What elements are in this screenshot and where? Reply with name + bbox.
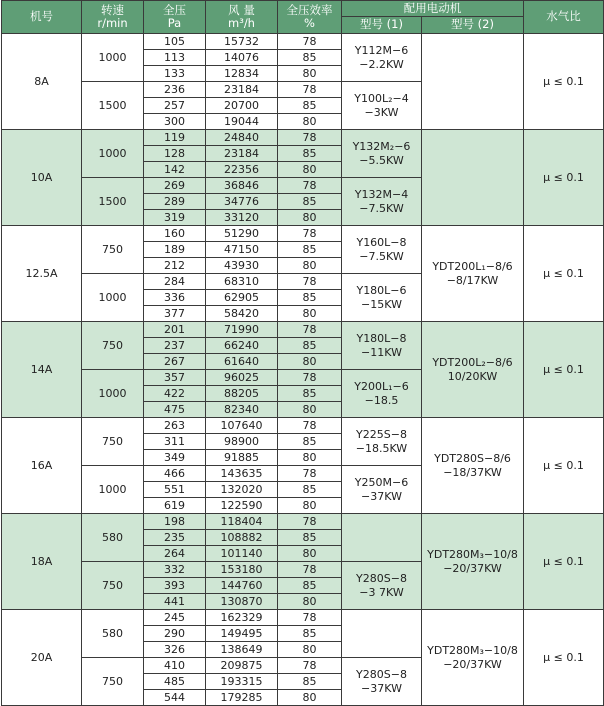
motor-line: Y100L₂−4 — [354, 91, 409, 105]
airflow-cell: 209875 — [206, 658, 278, 674]
model-cell: 12.5A — [2, 226, 82, 322]
motor-line: YDT280M₃−10/8 — [427, 547, 518, 561]
airflow-cell: 153180 — [206, 562, 278, 578]
efficiency-cell: 80 — [278, 402, 342, 418]
efficiency-cell: 80 — [278, 114, 342, 130]
table-row — [2, 322, 604, 338]
motor-line: Y160L−8 — [356, 235, 407, 249]
moisture-cell: μ ≤ 0.1 — [524, 130, 604, 226]
motor-line: −7.5KW — [359, 201, 404, 215]
col-header-moisture: 水气比 — [524, 1, 604, 34]
speed-cell: 1500 — [82, 178, 144, 226]
pressure-cell: 105 — [144, 34, 206, 50]
efficiency-cell: 78 — [278, 178, 342, 194]
airflow-cell: 101140 — [206, 546, 278, 562]
motor-line: YDT280S−8/6 — [434, 451, 511, 465]
speed-cell: 750 — [82, 418, 144, 466]
efficiency-cell: 85 — [278, 530, 342, 546]
model-cell: 16A — [2, 418, 82, 514]
efficiency-cell: 80 — [278, 306, 342, 322]
efficiency-cell: 80 — [278, 498, 342, 514]
efficiency-cell: 85 — [278, 194, 342, 210]
model-cell: 10A — [2, 130, 82, 226]
efficiency-cell: 85 — [278, 338, 342, 354]
airflow-cell: 96025 — [206, 370, 278, 386]
airflow-cell: 36846 — [206, 178, 278, 194]
airflow-cell: 82340 — [206, 402, 278, 418]
motor-line: Y225S−8 — [356, 427, 407, 441]
pressure-cell: 619 — [144, 498, 206, 514]
motor1-cell — [342, 562, 422, 610]
airflow-cell: 33120 — [206, 210, 278, 226]
efficiency-cell: 80 — [278, 642, 342, 658]
efficiency-cell: 78 — [278, 370, 342, 386]
motor1-cell — [342, 610, 422, 658]
table-row — [2, 226, 604, 242]
model-cell: 18A — [2, 514, 82, 610]
pressure-cell: 284 — [144, 274, 206, 290]
pressure-cell: 393 — [144, 578, 206, 594]
motor-line: −15KW — [361, 297, 402, 311]
motor-line: Y200L₁−6 — [354, 379, 409, 393]
efficiency-cell: 80 — [278, 258, 342, 274]
airflow-cell: 149495 — [206, 626, 278, 642]
motor1-cell — [342, 274, 422, 322]
efficiency-cell: 85 — [278, 434, 342, 450]
pressure-cell: 290 — [144, 626, 206, 642]
efficiency-cell: 80 — [278, 354, 342, 370]
motor2-cell — [422, 322, 524, 418]
pressure-cell: 319 — [144, 210, 206, 226]
pressure-cell: 326 — [144, 642, 206, 658]
speed-cell: 1500 — [82, 82, 144, 130]
pressure-cell: 198 — [144, 514, 206, 530]
motor1-cell — [342, 322, 422, 370]
motor2-cell — [422, 418, 524, 514]
pressure-cell: 142 — [144, 162, 206, 178]
motor-line: Y280S−8 — [356, 571, 407, 585]
motor-line: −3 7KW — [359, 585, 404, 599]
motor2-cell — [422, 130, 524, 226]
table-row — [2, 418, 604, 434]
efficiency-cell: 85 — [278, 674, 342, 690]
airflow-cell: 15732 — [206, 34, 278, 50]
pressure-cell: 235 — [144, 530, 206, 546]
efficiency-cell: 85 — [278, 50, 342, 66]
airflow-cell: 47150 — [206, 242, 278, 258]
airflow-cell: 51290 — [206, 226, 278, 242]
col-header-pressure: 全压 Pa — [144, 1, 206, 34]
motor2-cell — [422, 34, 524, 130]
moisture-cell: μ ≤ 0.1 — [524, 322, 604, 418]
motor-line: YDT280M₃−10/8 — [427, 643, 518, 657]
pressure-cell: 357 — [144, 370, 206, 386]
model-cell: 8A — [2, 34, 82, 130]
motor-line: Y250M−6 — [354, 475, 409, 489]
pressure-cell: 264 — [144, 546, 206, 562]
pressure-cell: 377 — [144, 306, 206, 322]
motor1-cell — [342, 658, 422, 706]
efficiency-cell: 78 — [278, 226, 342, 242]
motor1-cell — [342, 130, 422, 178]
airflow-cell: 58420 — [206, 306, 278, 322]
pressure-cell: 349 — [144, 450, 206, 466]
motor-line: −18.5 — [364, 393, 399, 407]
airflow-cell: 61640 — [206, 354, 278, 370]
model-cell: 14A — [2, 322, 82, 418]
airflow-cell: 130870 — [206, 594, 278, 610]
motor-line: −2.2KW — [359, 57, 404, 71]
pressure-cell: 119 — [144, 130, 206, 146]
fan-spec-table — [1, 0, 604, 706]
col-header-motor: 配用电动机 — [342, 1, 524, 17]
efficiency-cell: 78 — [278, 418, 342, 434]
pressure-cell: 128 — [144, 146, 206, 162]
airflow-cell: 20700 — [206, 98, 278, 114]
efficiency-cell: 85 — [278, 578, 342, 594]
airflow-cell: 68310 — [206, 274, 278, 290]
airflow-cell: 24840 — [206, 130, 278, 146]
motor-line: −11KW — [361, 345, 402, 359]
motor2-cell — [422, 226, 524, 322]
col-header-speed: 转速 r/min — [82, 1, 144, 34]
motor-line: −3KW — [364, 105, 399, 119]
table-row — [2, 514, 604, 530]
motor2-cell — [422, 514, 524, 610]
speed-cell: 750 — [82, 226, 144, 274]
col-header-efficiency: 全压效率 % — [278, 1, 342, 34]
airflow-cell: 132020 — [206, 482, 278, 498]
efficiency-cell: 85 — [278, 386, 342, 402]
table-row — [2, 610, 604, 626]
pressure-cell: 212 — [144, 258, 206, 274]
airflow-cell: 12834 — [206, 66, 278, 82]
motor-line: YDT200L₂−8/6 — [432, 355, 513, 369]
motor-line: −7.5KW — [359, 249, 404, 263]
pressure-cell: 189 — [144, 242, 206, 258]
motor2-cell — [422, 610, 524, 706]
pressure-cell: 332 — [144, 562, 206, 578]
pressure-cell: 160 — [144, 226, 206, 242]
moisture-cell: μ ≤ 0.1 — [524, 514, 604, 610]
airflow-cell: 14076 — [206, 50, 278, 66]
efficiency-cell: 80 — [278, 450, 342, 466]
motor-line: −20/37KW — [443, 561, 502, 575]
pressure-cell: 475 — [144, 402, 206, 418]
efficiency-cell: 78 — [278, 130, 342, 146]
motor-line: −20/37KW — [443, 657, 502, 671]
speed-cell: 750 — [82, 322, 144, 370]
efficiency-cell: 78 — [278, 658, 342, 674]
airflow-cell: 22356 — [206, 162, 278, 178]
airflow-cell: 107640 — [206, 418, 278, 434]
table-header — [2, 1, 604, 34]
speed-cell: 1000 — [82, 370, 144, 418]
motor-line: Y112M−6 — [354, 43, 409, 57]
airflow-cell: 34776 — [206, 194, 278, 210]
motor-line: Y180L−6 — [356, 283, 407, 297]
pressure-cell: 422 — [144, 386, 206, 402]
col-header-model: 机号 — [2, 1, 82, 34]
pressure-cell: 466 — [144, 466, 206, 482]
table-body — [2, 34, 604, 706]
motor-line: Y280S−8 — [356, 667, 407, 681]
moisture-cell: μ ≤ 0.1 — [524, 610, 604, 706]
pressure-cell: 267 — [144, 354, 206, 370]
pressure-cell: 245 — [144, 610, 206, 626]
pressure-cell: 311 — [144, 434, 206, 450]
motor-line: YDT200L₁−8/6 — [432, 259, 513, 273]
pressure-cell: 551 — [144, 482, 206, 498]
speed-cell: 1000 — [82, 34, 144, 82]
pressure-cell: 133 — [144, 66, 206, 82]
efficiency-cell: 85 — [278, 242, 342, 258]
airflow-cell: 138649 — [206, 642, 278, 658]
col-header-airflow: 风 量 m³/h — [206, 1, 278, 34]
pressure-cell: 544 — [144, 690, 206, 706]
airflow-cell: 122590 — [206, 498, 278, 514]
speed-cell: 580 — [82, 514, 144, 562]
efficiency-cell: 78 — [278, 34, 342, 50]
motor-line: −8/17KW — [446, 273, 499, 287]
efficiency-cell: 85 — [278, 626, 342, 642]
airflow-cell: 98900 — [206, 434, 278, 450]
motor-line: Y180L−8 — [356, 331, 407, 345]
moisture-cell: μ ≤ 0.1 — [524, 418, 604, 514]
motor1-cell — [342, 466, 422, 514]
efficiency-cell: 78 — [278, 322, 342, 338]
pressure-cell: 269 — [144, 178, 206, 194]
speed-cell: 1000 — [82, 274, 144, 322]
airflow-cell: 71990 — [206, 322, 278, 338]
table-row — [2, 34, 604, 50]
pressure-cell: 336 — [144, 290, 206, 306]
efficiency-cell: 78 — [278, 514, 342, 530]
airflow-cell: 193315 — [206, 674, 278, 690]
speed-cell: 580 — [82, 610, 144, 658]
efficiency-cell: 78 — [278, 466, 342, 482]
airflow-cell: 88205 — [206, 386, 278, 402]
efficiency-cell: 78 — [278, 82, 342, 98]
motor1-cell — [342, 82, 422, 130]
airflow-cell: 62905 — [206, 290, 278, 306]
speed-cell: 750 — [82, 658, 144, 706]
airflow-cell: 23184 — [206, 82, 278, 98]
motor-line: Y132M−4 — [354, 187, 409, 201]
motor1-cell — [342, 514, 422, 562]
pressure-cell: 485 — [144, 674, 206, 690]
motor1-cell — [342, 370, 422, 418]
pressure-cell: 300 — [144, 114, 206, 130]
speed-cell: 1000 — [82, 466, 144, 514]
motor1-cell — [342, 178, 422, 226]
motor-line: 10/20KW — [447, 369, 498, 383]
pressure-cell: 237 — [144, 338, 206, 354]
airflow-cell: 143635 — [206, 466, 278, 482]
moisture-cell: μ ≤ 0.1 — [524, 34, 604, 130]
table-row — [2, 130, 604, 146]
efficiency-cell: 80 — [278, 210, 342, 226]
speed-cell: 750 — [82, 562, 144, 610]
pressure-cell: 441 — [144, 594, 206, 610]
motor1-cell — [342, 34, 422, 82]
airflow-cell: 43930 — [206, 258, 278, 274]
motor-line: −5.5KW — [359, 153, 404, 167]
pressure-cell: 257 — [144, 98, 206, 114]
efficiency-cell: 80 — [278, 66, 342, 82]
airflow-cell: 179285 — [206, 690, 278, 706]
efficiency-cell: 85 — [278, 146, 342, 162]
model-cell: 20A — [2, 610, 82, 706]
airflow-cell: 91885 — [206, 450, 278, 466]
airflow-cell: 118404 — [206, 514, 278, 530]
efficiency-cell: 78 — [278, 610, 342, 626]
pressure-cell: 410 — [144, 658, 206, 674]
pressure-cell: 113 — [144, 50, 206, 66]
motor-line: −18.5KW — [355, 441, 408, 455]
motor-line: −37KW — [361, 681, 402, 695]
efficiency-cell: 80 — [278, 162, 342, 178]
pressure-cell: 236 — [144, 82, 206, 98]
efficiency-cell: 85 — [278, 290, 342, 306]
motor1-cell — [342, 418, 422, 466]
airflow-cell: 23184 — [206, 146, 278, 162]
pressure-cell: 289 — [144, 194, 206, 210]
efficiency-cell: 78 — [278, 274, 342, 290]
motor-line: Y132M₂−6 — [352, 139, 411, 153]
moisture-cell: μ ≤ 0.1 — [524, 226, 604, 322]
motor1-cell — [342, 226, 422, 274]
motor-line: −18/37KW — [443, 465, 502, 479]
motor-line: −37KW — [361, 489, 402, 503]
airflow-cell: 144760 — [206, 578, 278, 594]
efficiency-cell: 80 — [278, 594, 342, 610]
pressure-cell: 201 — [144, 322, 206, 338]
efficiency-cell: 85 — [278, 98, 342, 114]
efficiency-cell: 85 — [278, 482, 342, 498]
efficiency-cell: 80 — [278, 690, 342, 706]
airflow-cell: 66240 — [206, 338, 278, 354]
efficiency-cell: 80 — [278, 546, 342, 562]
airflow-cell: 108882 — [206, 530, 278, 546]
col-header-motor1: 型号 (1) — [342, 17, 422, 34]
airflow-cell: 162329 — [206, 610, 278, 626]
speed-cell: 1000 — [82, 130, 144, 178]
pressure-cell: 263 — [144, 418, 206, 434]
efficiency-cell: 78 — [278, 562, 342, 578]
airflow-cell: 19044 — [206, 114, 278, 130]
col-header-motor2: 型号 (2) — [422, 17, 524, 34]
